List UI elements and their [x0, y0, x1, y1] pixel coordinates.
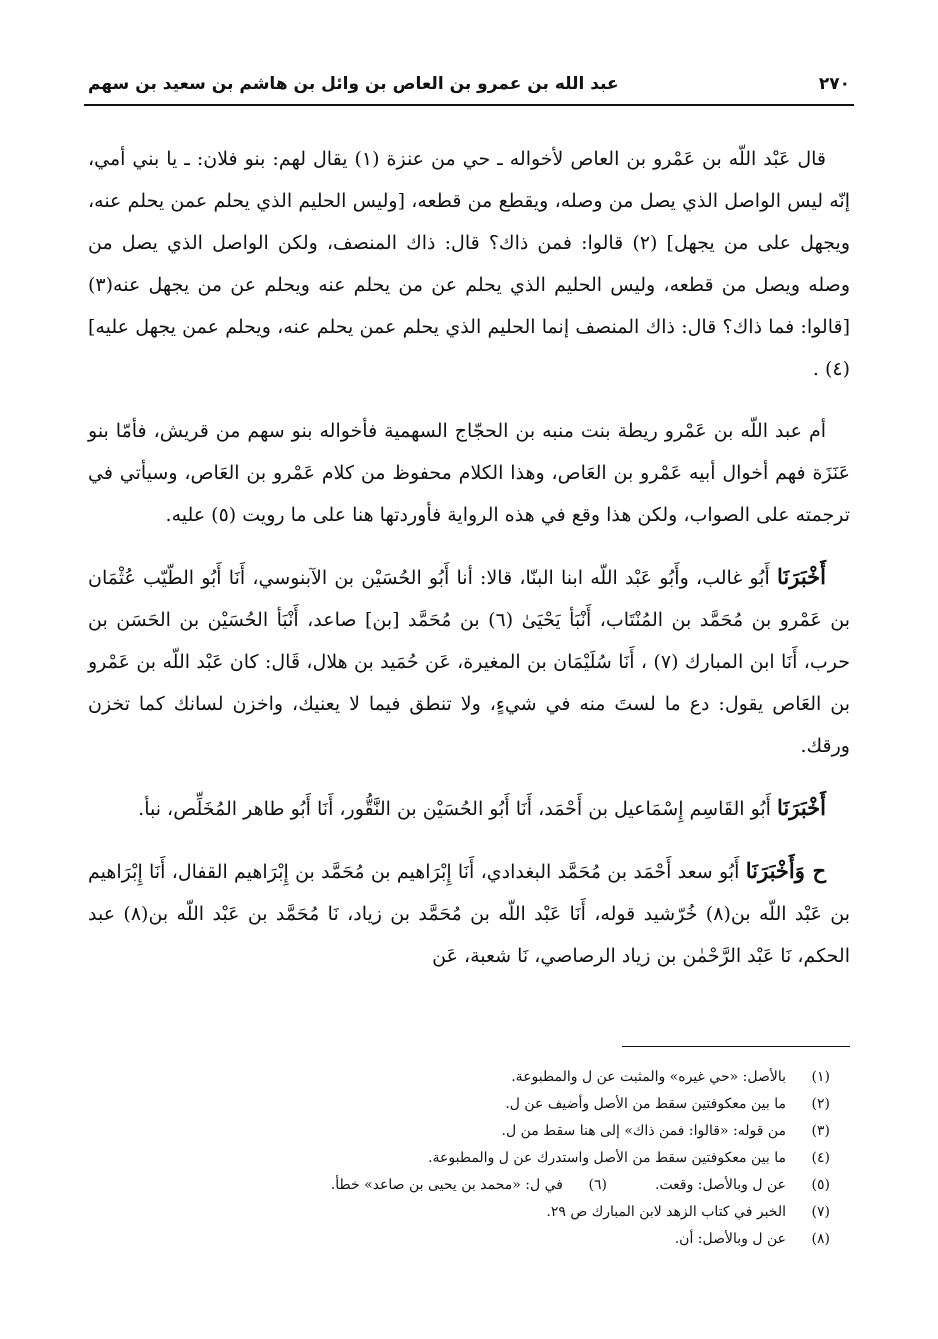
footnotes — [88, 1064, 830, 1253]
isnad-text-3: أَبُو سعد أَحْمَد بن مُحَمَّد البغدادي، أَنَا إِبْرَاهيم بن مُحَمَّد بن إِبْرَاهيم القفال، أَنَا إِبْرَاهيم بن عَبْد اللّه بن(٨) خُرّشيد قوله، أَنَا عَبْد اللّه بن مُحَمَّد بن زياد، نَا مُحَمَّد بن عَبْد اللّه بن(٨) عبد الحكم، نَا عَبْد الرَّحْمٰن بن زياد الرصاصي، نَا شعبة، عَن — [88, 861, 851, 967]
footnote-number: (٨) — [811, 1231, 830, 1247]
footnote-text: في ل: «محمد بن يحيى بن صاعد» خطأ. — [330, 1177, 563, 1193]
footnote-text: ما بين معكوفتين سقط من الأصل وأضيف عن ل. — [505, 1096, 786, 1112]
footnote-pair — [88, 1172, 830, 1199]
footnote-number: (٦) — [588, 1177, 607, 1193]
footnote-number: (٣) — [811, 1123, 830, 1139]
footnote-number: (٥) — [811, 1177, 830, 1193]
isnad-lead-1: أَخْبَرَنَا — [777, 564, 826, 589]
isnad-lead-2: أَخْبَرَنَا — [777, 795, 826, 820]
footnote-text: من قوله: «قالوا: فمن ذاك» إلى هنا سقط من ل. — [501, 1123, 786, 1139]
isnad-text-2: أَبُو القَاسِم إِسْمَاعيل بن أَحْمَد، أَنَا أَبُو الحُسَيْن بن النَّقُّور، أَنَا أَبُو طاهر المُخَلِّص، نبأ. — [138, 798, 771, 820]
footnote — [88, 1199, 830, 1226]
footnote — [88, 1064, 830, 1091]
isnad-paragraph-3 — [88, 850, 850, 977]
footnote-rule — [622, 1046, 850, 1047]
footnote-number: (٧) — [811, 1204, 830, 1220]
footnote-text: عن ل وبالأصل: وقعت. — [654, 1177, 786, 1193]
footnote — [88, 1145, 830, 1172]
footnote-text: بالأصل: «حي غيره» والمثبت عن ل والمطبوعة. — [511, 1069, 786, 1085]
isnad-paragraph-1 — [88, 556, 850, 767]
running-header — [88, 72, 850, 102]
footnote — [88, 1118, 830, 1145]
isnad-text-1: أَبُو غالب، وأَبُو عَبْد اللّه ابنا البنّا، قالا: أنا أَبُو الحُسَيْن بن الآبنوسي، أَنَا أَبُو الطّيّب عُثْمَان بن عَمْرو بن مُحَمَّد بن المُنْتَاب، أَنْبَأ يَحْيَىٰ (٦) بن مُحَمَّد [بن] صاعد، أَنْبَأ الحُسَيْن بن الحَسَن بن حرب، أَنَا ابن المبارك (٧) ، أَنَا سُلَيْمَان بن المغيرة، عَن حُمَيد بن هلال، قَال: كان عَبْد اللّه بن عَمْرو بن العَاص يقول: دع ما لستَ منه في شيءٍ، ولا تنطق فيما لا يعنيك، واخزن لسانك كما تخزن ورقك. — [88, 567, 850, 757]
header-title: عبد الله بن عمرو بن العاص بن وائل بن هاشم بن سعيد بن سهم — [88, 74, 619, 94]
footnote-text: عن ل وبالأصل: أن. — [674, 1231, 786, 1247]
paragraph-1: قال عَبْد اللّه بن عَمْرو بن العاص لأخواله ـ حي من عنزة (١) يقال لهم: بنو فلان: ـ يا بني أمي، إنّه ليس الواصل الذي يصل من وصله، ويقطع من قطعه، [وليس الحليم الذي يحلم عمن يحلم عنه، ويجهل على من يجهل] (٢) قالوا: فمن ذاك؟ قال: ذاك المنصف، ولكن الواصل الذي يصل من وصله ويصل من قطعه، وليس الحليم الذي يحلم عن من يحلم عنه ويحلم عن من يجهل عنه(٣) [قالوا: فما ذاك؟ قال: ذاك المنصف إنما الحليم الذي يحلم عمن يحلم عنه، ويحلم عمن يجهل عليه] (٤) . — [88, 148, 850, 380]
footnote-text: الخبر في كتاب الزهد لابن المبارك ص ٢٩. — [546, 1204, 786, 1220]
isnad-paragraph-2 — [88, 787, 850, 830]
paragraph-2: أم عبد اللّه بن عَمْرو ريطة بنت منبه بن الحجّاج السهمية فأخواله بنو سهم من قريش، فأمّا بنو عَنَزَة فهم أخوال أبيه عَمْرو بن العَاص، وهذا الكلام محفوظ من كلام عَمْرو بن العَاص، وسيأتي في ترجمته على الصواب، ولكن هذا وقع في هذه الرواية فأوردتها هنا على ما رويت (٥) عليه. — [88, 420, 850, 526]
main-text — [88, 138, 850, 997]
footnote — [88, 1226, 830, 1253]
footnote — [88, 1091, 830, 1118]
footnote-number: (٤) — [811, 1150, 830, 1166]
page-number: ٢٧٠ — [818, 74, 850, 94]
footnote-number: (١) — [811, 1069, 830, 1085]
header-rule — [84, 104, 854, 106]
isnad-lead-3: ح وَأَخْبَرَنَا — [745, 858, 826, 883]
footnote-text: ما بين معكوفتين سقط من الأصل واستدرك عن ل والمطبوعة. — [428, 1150, 786, 1166]
footnote-number: (٢) — [811, 1096, 830, 1112]
